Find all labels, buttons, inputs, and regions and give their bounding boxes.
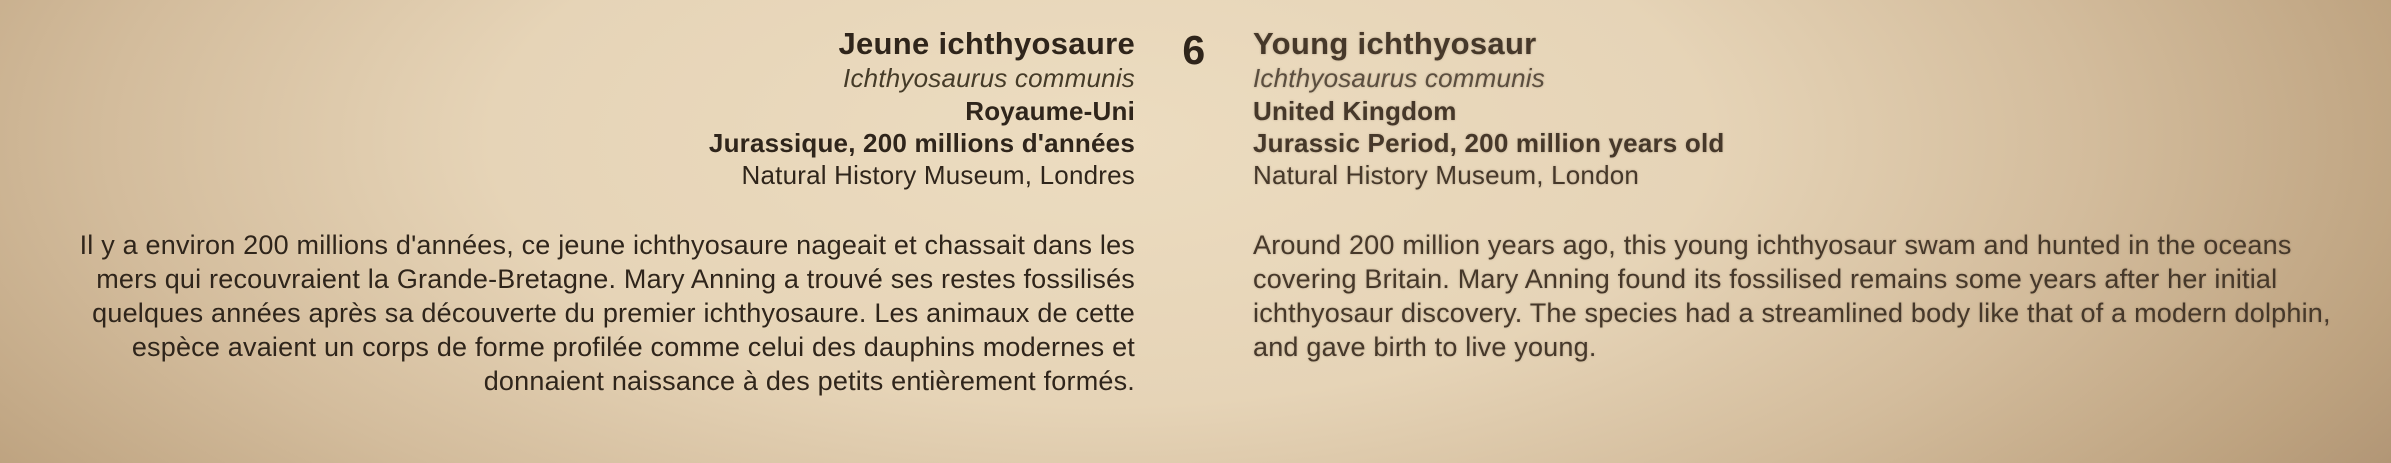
museum-english: Natural History Museum, London xyxy=(1253,160,1640,190)
english-section xyxy=(1253,26,2345,364)
species-name-english: Ichthyosaurus communis xyxy=(1253,63,1545,93)
description-english: Around 200 million years ago, this young ichthyosaur swam and hunted in the oceans covering Britain. Mary Anning found its fossilised remains some years after her initial ichthyosaur discovery. The species had a streamlined body like that of a modern dolphin, and gave birth to live young. xyxy=(1253,230,2331,362)
museum-french: Natural History Museum, Londres xyxy=(741,160,1135,190)
title-english: Young ichthyosaur xyxy=(1253,26,1537,61)
period-french: Jurassique, 200 millions d'années xyxy=(708,128,1135,158)
country-french: Royaume-Uni xyxy=(965,96,1135,126)
title-french: Jeune ichthyosaure xyxy=(838,26,1135,61)
english-header xyxy=(1253,26,2345,191)
country-english: United Kingdom xyxy=(1253,96,1457,126)
exhibit-number: 6 xyxy=(1182,27,1206,73)
french-section xyxy=(28,26,1135,398)
french-header xyxy=(28,26,1135,191)
period-english: Jurassic Period, 200 million years old xyxy=(1253,128,1725,158)
description-french: Il y a environ 200 millions d'années, ce jeune ichthyosaure nageait et chassait dans les mers qui recouvraient la Grande-Bretagne. Mary Anning a trouvé ses restes fossilisés quelques années après sa découverte du premier ichthyosaure. Les animaux de cette espèce avaient un corps de forme profilée comme celui des dauphins modernes et donnaient naissance à des petits entièrement formés. xyxy=(79,230,1135,396)
species-name-french: Ichthyosaurus communis xyxy=(843,63,1135,93)
